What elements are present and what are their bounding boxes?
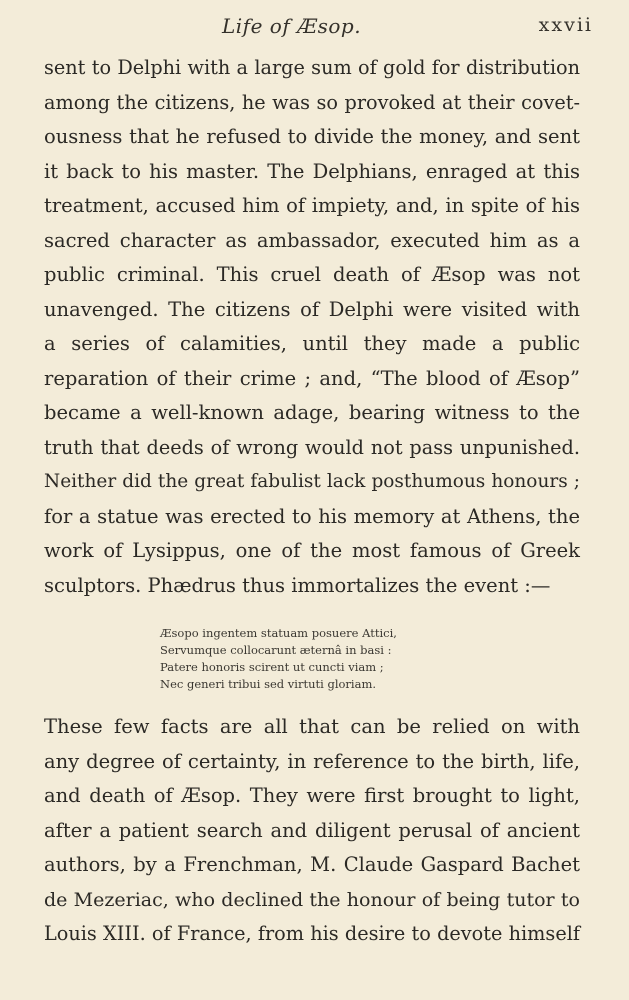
text-line: truth that deeds of wrong would not pass unpunished. xyxy=(44,435,580,459)
text-line: reparation of their crime ; and, “The blood of Æsop” xyxy=(44,366,580,390)
text-line: a series of calamities, until they made a public xyxy=(44,332,580,355)
running-title: Life of Æsop. xyxy=(222,14,362,38)
latin-verse-quotation xyxy=(160,625,460,693)
paragraph-1 xyxy=(44,51,580,603)
text-line: sent to Delphi with a large sum of gold for distribution xyxy=(44,56,580,79)
verse-line: Æsopo ingentem statuam posuere Attici, xyxy=(160,626,397,640)
text-line: unavenged. The citizens of Delphi were visited with xyxy=(44,297,580,321)
text-line: Louis XIII. of France, from his desire to devote himself xyxy=(44,922,580,945)
text-line: became a well-known adage, bearing witness to the xyxy=(44,401,580,424)
text-line: treatment, accused him of impiety, and, in spite of his xyxy=(44,194,580,217)
text-line: after a patient search and diligent perusal of ancient xyxy=(44,818,580,842)
page-number: xxvii xyxy=(538,14,593,36)
text-line: Neither did the great fabulist lack posthumous honours ; xyxy=(44,471,580,492)
text-line: authors, by a Frenchman, M. Claude Gaspard Bachet xyxy=(44,853,580,876)
text-line: work of Lysippus, one of the most famous of Greek xyxy=(44,539,580,562)
paragraph-2 xyxy=(44,710,580,952)
text-line: and death of Æsop. They were first brought to light, xyxy=(44,784,580,807)
text-line: among the citizens, he was so provoked at their covet- xyxy=(44,90,580,114)
text-line: sacred character as ambassador, executed him as a xyxy=(44,228,580,252)
text-line: ousness that he refused to divide the money, and sent xyxy=(44,125,580,148)
verse-line: Patere honoris scirent ut cuncti viam ; xyxy=(160,660,384,674)
text-line: for a statue was erected to his memory at Athens, the xyxy=(44,504,580,528)
verse-line: Servumque collocarunt æternâ in basi : xyxy=(160,643,392,657)
text-line: de Mezeriac, who declined the honour of being tutor to xyxy=(44,888,580,911)
verse-line: Nec generi tribui sed virtuti gloriam. xyxy=(160,677,377,691)
text-line: any degree of certainty, in reference to the birth, life, xyxy=(44,749,580,773)
text-line: public criminal. This cruel death of Æsop was not xyxy=(44,263,580,286)
text-line: sculptors. Phædrus thus immortalizes the event :— xyxy=(44,573,551,597)
text-line: it back to his master. The Delphians, enraged at this xyxy=(44,159,580,183)
text-line: These few facts are all that can be relied on with xyxy=(44,715,580,738)
